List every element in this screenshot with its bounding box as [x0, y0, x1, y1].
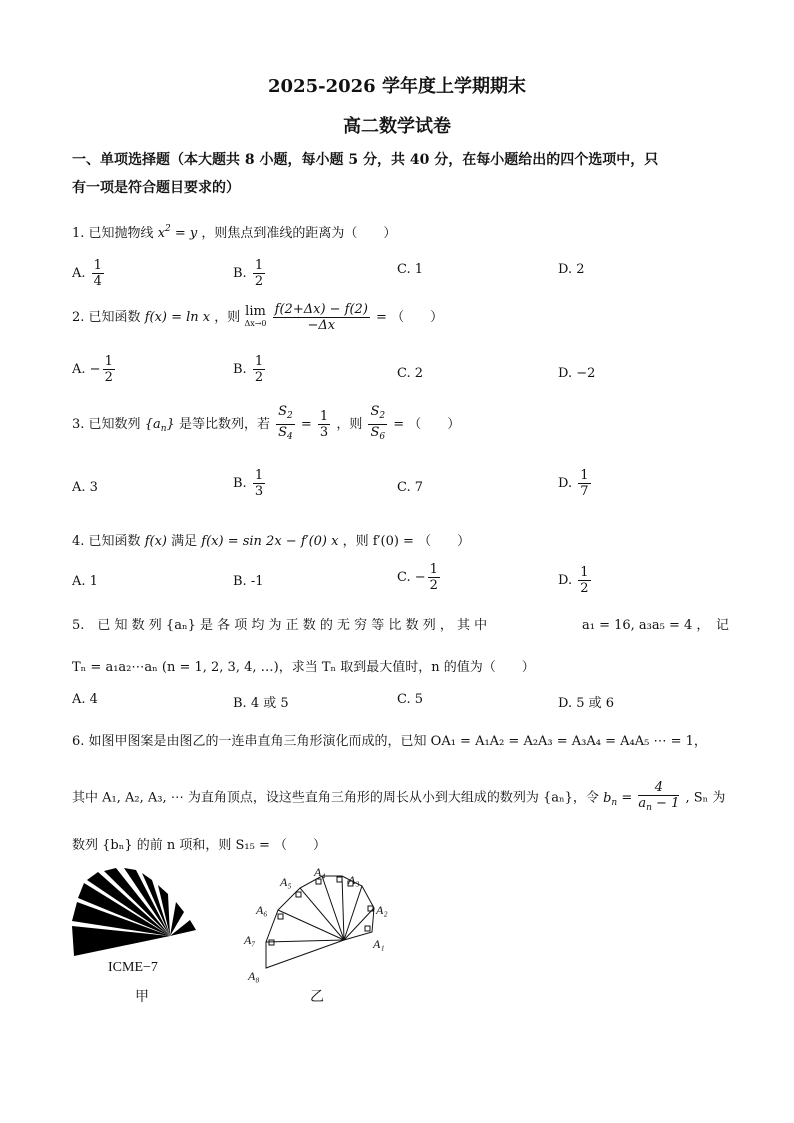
q5-option-b: B. 4 或 5 [233, 696, 289, 711]
question-3: 3. 已知数列 $\{a_n\}$ 是等比数列，若 $\frac{S_2}{S_4}$ = $\frac{1}{3}$ ，则 $\frac{S_2}{S_6}$ = （ ） [72, 404, 460, 445]
q5-option-a: A. 4 [72, 692, 98, 707]
q2-text-mid: ，则 [214, 310, 241, 325]
figure-yi-triangles [266, 876, 374, 968]
q3-ratio-1: $\frac{S_2}{S_4}$ [278, 404, 293, 442]
q1-option-b: B. $\frac{1}{2}$ [233, 258, 264, 289]
q3-text-mid2: ，则 [336, 417, 363, 432]
q1-option-a: A. $\frac{1}{4}$ [72, 258, 102, 289]
q4-text-post: ，则 f′(0) = （ ） [342, 534, 471, 549]
section-heading [72, 146, 724, 202]
q3-sequence: $\{a_n\}$ [144, 417, 175, 434]
q2-fraction: $\frac{f(2+\Delta x) - f(2)}{-\Delta x}$ [274, 302, 368, 333]
q1-text-post: ，则焦点到准线的距离为（ ） [201, 226, 397, 241]
label-a7: A₇ [244, 933, 256, 947]
section-heading-line1: 一、单项选择题（本大题共 8 小题，每小题 5 分，共 40 分，在每小题给出的四个选项中，只 [72, 152, 659, 168]
figure-jia [72, 868, 202, 958]
q4-option-c: C. − $\frac{1}{2}$ [397, 562, 438, 593]
q1-option-d: D. 2 [558, 262, 585, 277]
question-4 [72, 530, 470, 549]
question-6-line-2: 其中 A₁, A₂, A₃, ⋯ 为直角顶点，设这些直角三角形的周长从小到大组成的数列为 {aₙ}，令 $b_n$ = $\frac{4}{a_n - 1}$ , Sₙ 为 [72, 780, 726, 813]
label-a1: A₁ [373, 937, 385, 951]
q4-text-mid: 满足 [171, 534, 198, 549]
question-5-line-1b: a₁ = 16, a₃a₅ = 4 ， 记 [582, 618, 729, 633]
q3-ratio-2: $\frac{S_2}{S_6}$ [370, 404, 386, 442]
question-5-line-1: 5. 已 知 数 列 {aₙ} 是 各 项 均 为 正 数 的 无 穷 等 比 数 列 ， 其 中 [72, 618, 488, 633]
figure-jia-label: ICME−7 [108, 960, 158, 975]
q4-option-b: B. -1 [233, 574, 264, 589]
label-a8: A₈ [248, 969, 260, 983]
q2-option-a: A. − $\frac{1}{2}$ [72, 354, 113, 385]
question-2: 2. 已知函数 f(x) = ln x ，则 lim Δx→0 $\frac{f(2+\Delta x) - f(2)}{-\Delta x}$ = （ ） [72, 302, 444, 333]
q3-text-post: （ ） [408, 417, 461, 432]
question-6-line-3: 数列 {bₙ} 的前 n 项和，则 S₁₅ = （ ） [72, 838, 327, 853]
q4-function: f(x) [144, 534, 167, 549]
q3-option-c: C. 7 [397, 480, 424, 495]
q5-option-c: C. 5 [397, 692, 424, 707]
q2-option-b: B. $\frac{1}{2}$ [233, 354, 264, 385]
q4-equation: f(x) = sin 2x − f′(0) x [201, 534, 339, 549]
q1-option-b-fraction: $\frac{1}{2}$ [254, 258, 264, 289]
q4-option-d: D. $\frac{1}{2}$ [558, 565, 589, 596]
exam-title: 2025-2026 学年度上学期期末 [268, 76, 526, 97]
q5-option-d: D. 5 或 6 [558, 696, 615, 711]
question-6-line-1: 6. 如图甲图案是由图乙的一连串直角三角形演化而成的，已知 OA₁ = A₁A₂ = A₂A₃ = A₃A₄ = A₄A₅ ⋯ = 1， [72, 734, 707, 749]
exam-subtitle: 高二数学试卷 [343, 116, 451, 137]
q4-option-a: A. 1 [72, 574, 98, 589]
label-a3: A₃ [348, 873, 360, 887]
label-a2: A₂ [376, 903, 388, 917]
q3-text-pre: 3. 已知数列 [72, 417, 141, 432]
q1-option-c: C. 1 [397, 262, 424, 277]
label-a4: A₄ [314, 865, 326, 879]
q1-option-a-fraction: $\frac{1}{4}$ [93, 258, 102, 289]
q3-text-mid: 是等比数列，若 [178, 417, 270, 432]
q3-option-a: A. 3 [72, 480, 98, 495]
q2-text-pre: 2. 已知函数 [72, 310, 141, 325]
q2-text-post: （ ） [391, 310, 444, 325]
q1-formula: $x^2 = y$ [157, 224, 198, 241]
q2-option-d: D. −2 [558, 366, 596, 381]
q2-limit: lim Δx→0 [244, 303, 267, 328]
section-heading-line2: 有一项是符合题目要求的） [72, 180, 240, 196]
figure-yi-labels [243, 865, 388, 983]
question-1 [72, 222, 396, 241]
q3-option-b: B. $\frac{1}{3}$ [233, 468, 264, 499]
figure-jia-caption: 甲 [135, 989, 149, 1005]
q2-option-c: C. 2 [397, 366, 424, 381]
label-a6: A₆ [256, 903, 268, 917]
label-a5: A₅ [280, 875, 292, 889]
question-5-line-2: Tₙ = a₁a₂⋯aₙ (n = 1, 2, 3, 4, …)，求当 Tₙ 取到最大值时，n 的值为（ ） [72, 660, 535, 675]
q3-option-d: D. $\frac{1}{7}$ [558, 468, 589, 499]
q4-text-pre: 4. 已知函数 [72, 534, 141, 549]
q2-function: f(x) = ln x [144, 310, 211, 325]
figure-jia-fan [72, 868, 196, 956]
figure-yi-caption: 乙 [310, 989, 324, 1005]
q1-text-pre: 1. 已知抛物线 [72, 226, 154, 241]
figure-yi [238, 862, 398, 992]
